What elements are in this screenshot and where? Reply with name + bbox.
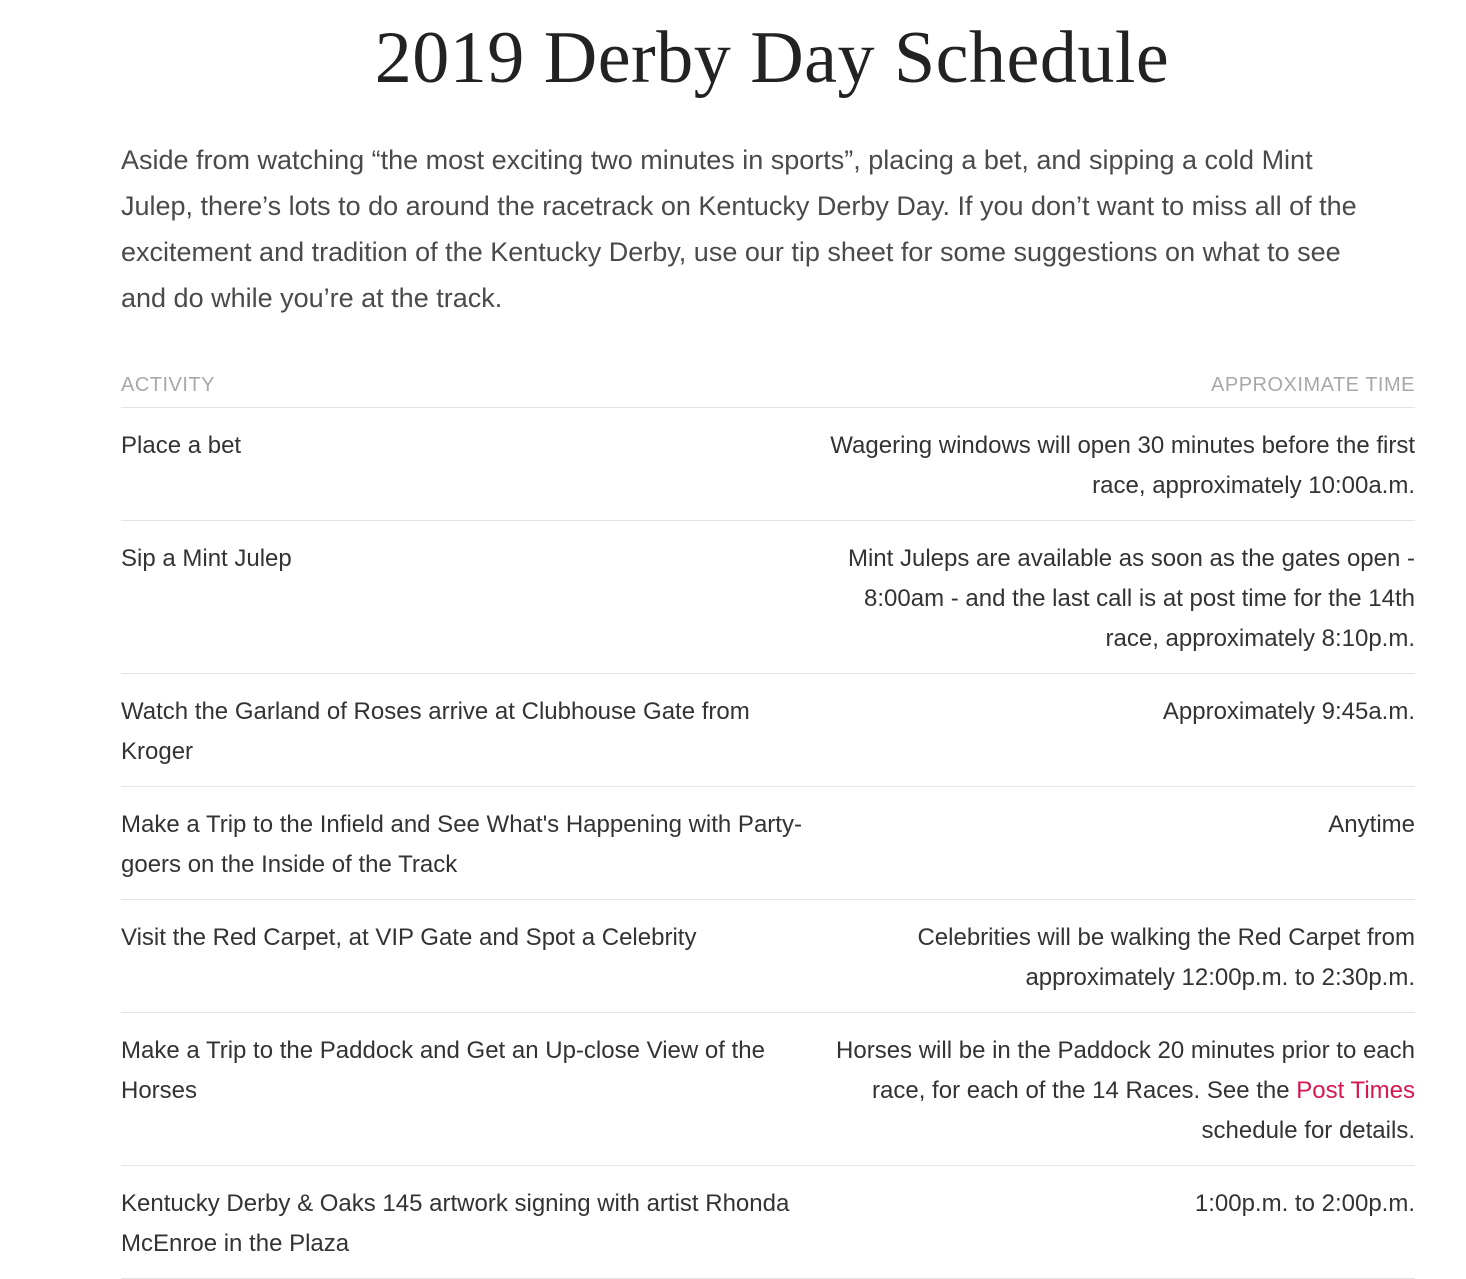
column-header-time: APPROXIMATE TIME <box>1211 374 1415 396</box>
table-row <box>121 1166 1415 1279</box>
activity-cell: Make a Trip to the Infield and See What's Happening with Party-goers on the Inside of the Track <box>121 811 802 878</box>
time-cell: Wagering windows will open 30 minutes before the first race, approximately 10:00a.m. <box>830 432 1415 499</box>
activity-cell: Make a Trip to the Paddock and Get an Up-close View of the Horses <box>121 1037 765 1104</box>
column-header-activity: ACTIVITY <box>121 374 216 396</box>
table-row <box>121 674 1415 787</box>
page-title: 2019 Derby Day Schedule <box>374 17 1170 99</box>
table-row <box>121 900 1415 1013</box>
time-cell: Approximately 9:45a.m. <box>1162 698 1415 725</box>
table-row <box>121 787 1415 900</box>
time-text-before-link: Horses will be in the Paddock 20 minutes prior to each race, for each of the 14 Races. See the <box>836 1037 1415 1104</box>
time-cell: Celebrities will be walking the Red Carpet from approximately 12:00p.m. to 2:30p.m. <box>917 924 1415 991</box>
time-cell <box>825 1031 1415 1151</box>
intro-paragraph: Aside from watching “the most exciting two minutes in sports”, placing a bet, and sipping a cold Mint Julep, there’s lots to do around the racetrack on Kentucky Derby Day. If you don’t want to miss all of the excitement and tradition of the Kentucky Derby, use our tip sheet for some suggestions on what to see and do while you’re at the track. <box>121 145 1357 313</box>
activity-cell: Place a bet <box>121 432 242 459</box>
table-header <box>121 367 1415 408</box>
activity-cell: Kentucky Derby & Oaks 145 artwork signing with artist Rhonda McEnroe in the Plaza <box>121 1190 790 1257</box>
table-row <box>121 1013 1415 1166</box>
time-cell: 1:00p.m. to 2:00p.m. <box>1194 1190 1415 1217</box>
time-cell: Mint Juleps are available as soon as the gates open - 8:00am - and the last call is at post time for the 14th race, approximately 8:10p.m. <box>847 545 1415 652</box>
activity-cell: Visit the Red Carpet, at VIP Gate and Spot a Celebrity <box>121 924 697 951</box>
activity-cell: Watch the Garland of Roses arrive at Clubhouse Gate from Kroger <box>121 698 750 765</box>
time-text-after-link: schedule for details. <box>1201 1117 1415 1144</box>
activity-cell: Sip a Mint Julep <box>121 545 292 572</box>
table-row <box>121 521 1415 674</box>
table-row <box>121 408 1415 521</box>
post-times-link[interactable]: Post Times <box>1296 1077 1415 1104</box>
time-cell: Anytime <box>1328 811 1415 838</box>
schedule-table <box>121 367 1415 1279</box>
page-content <box>121 0 1415 1279</box>
